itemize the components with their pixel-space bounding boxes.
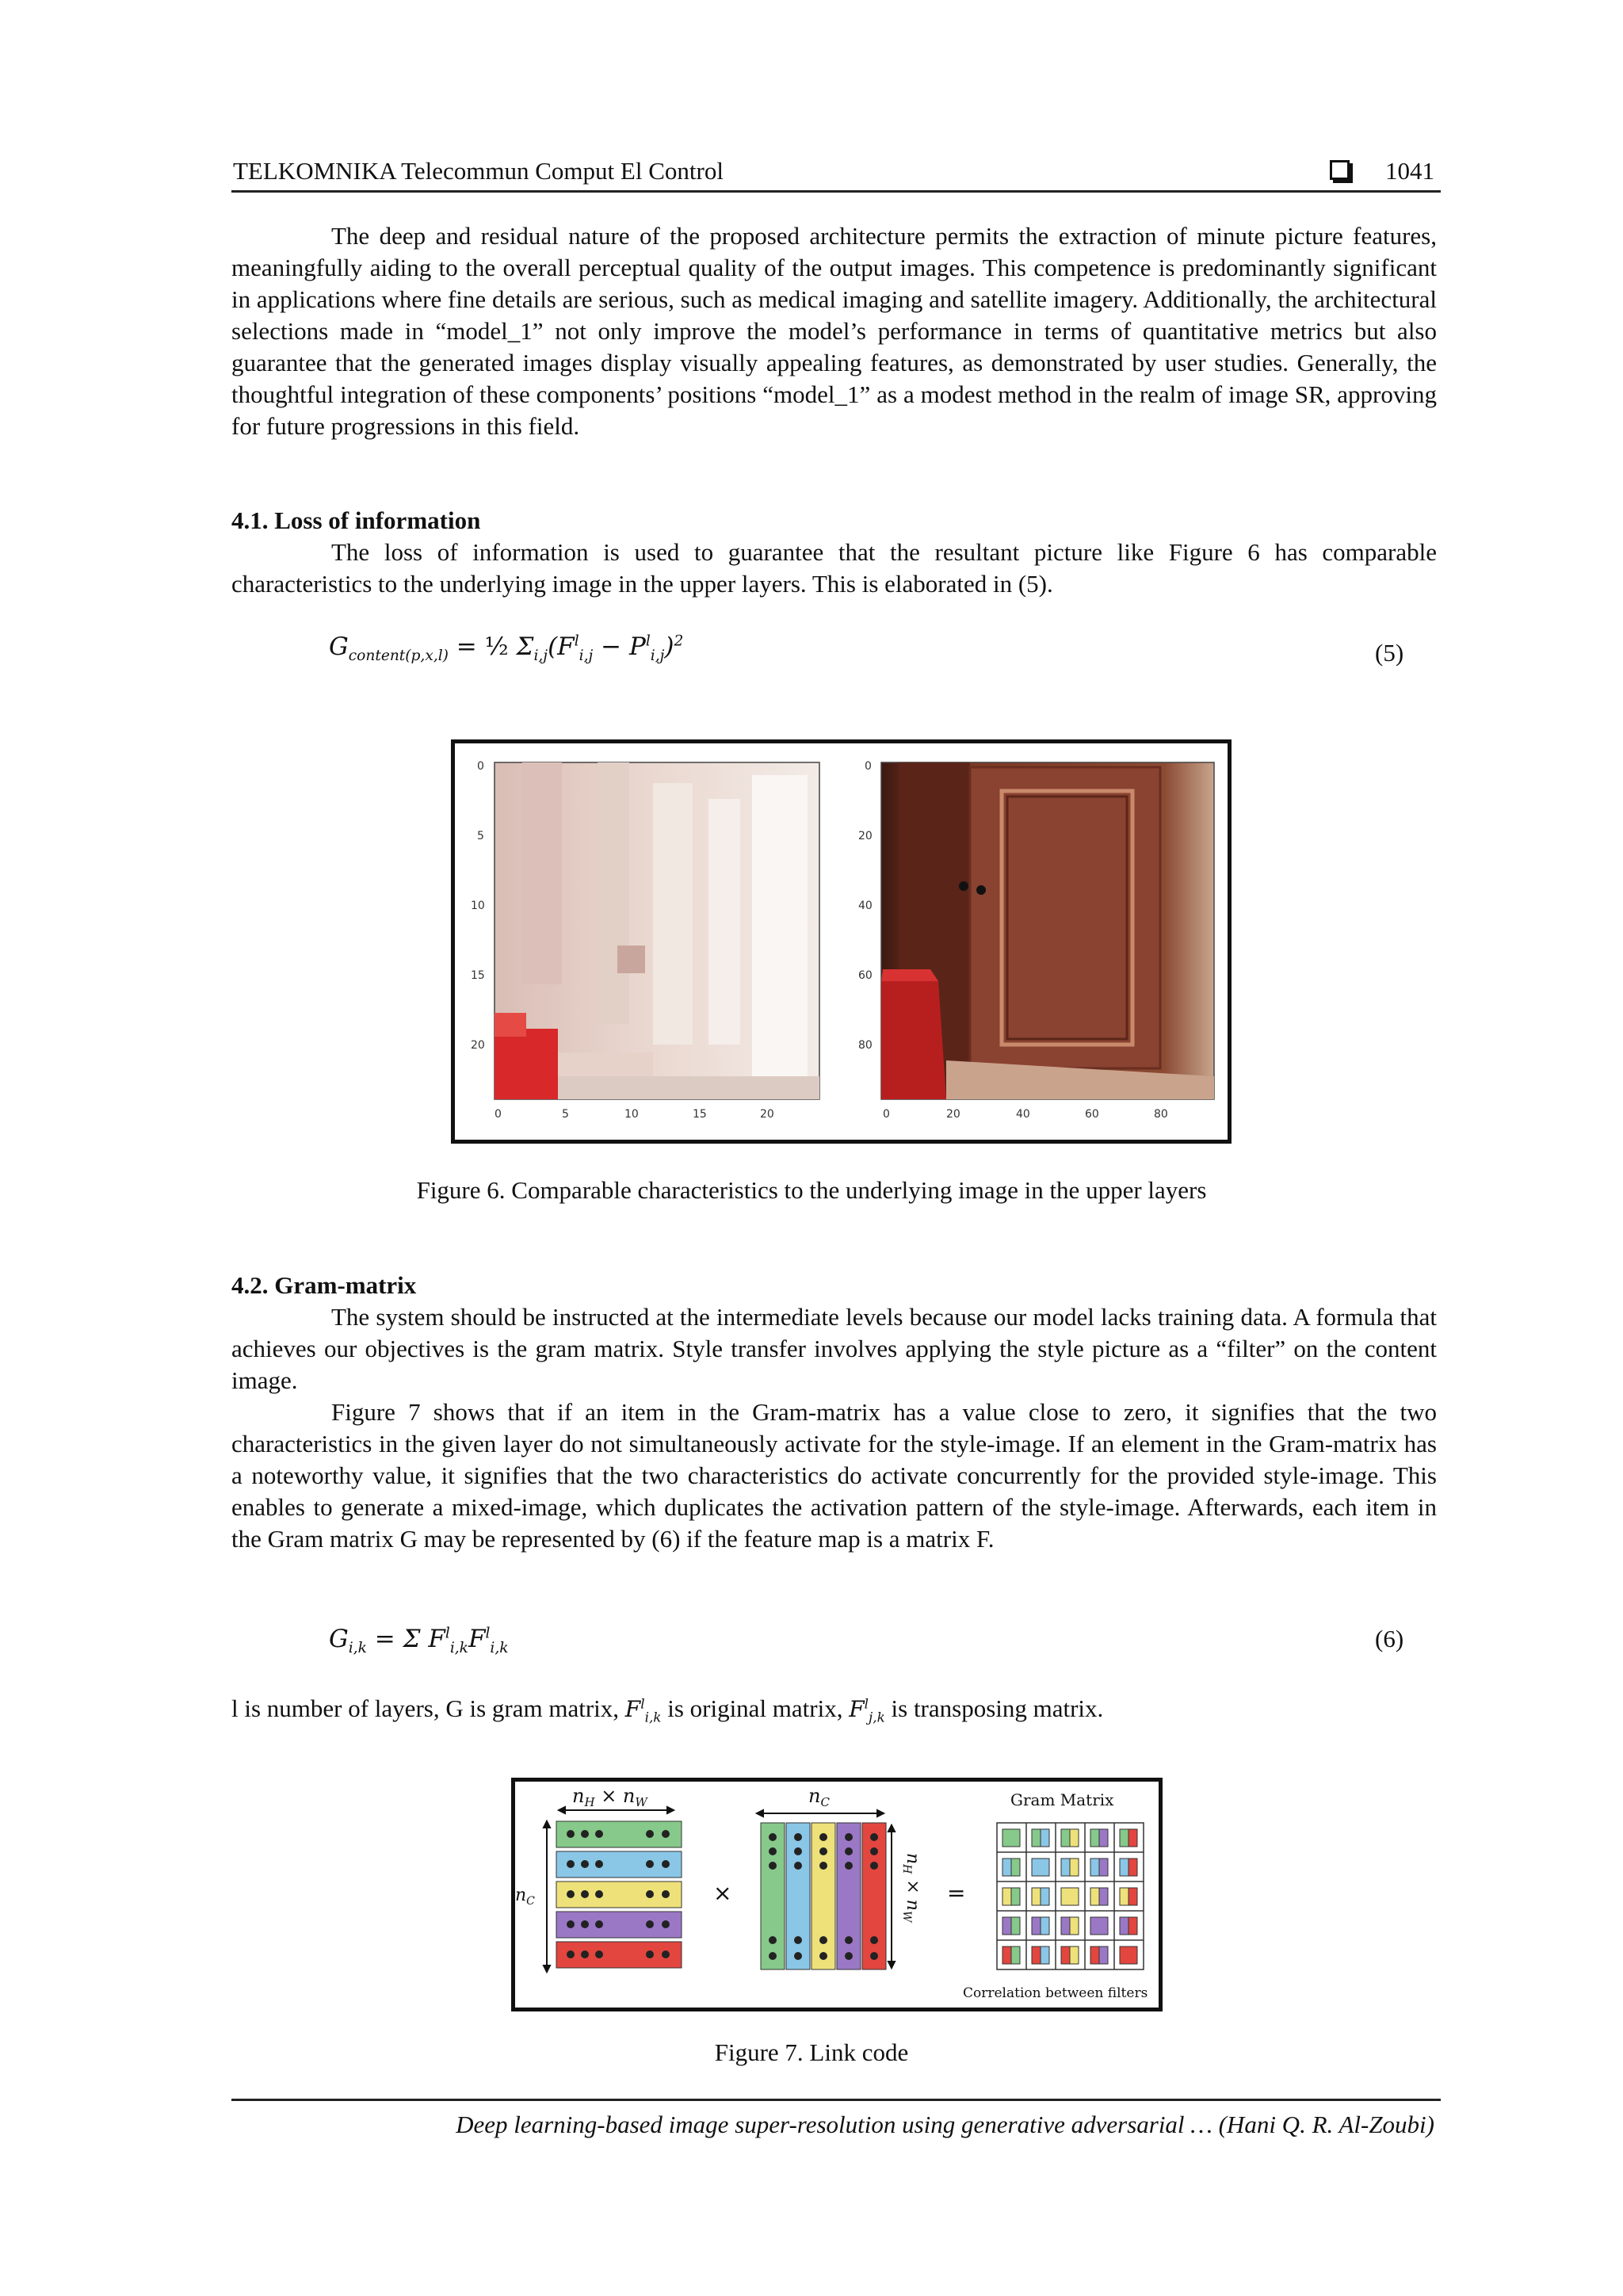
section-4-2-title: 4.2. Gram-matrix bbox=[231, 1271, 417, 1299]
journal-name: TELKOMNIKA Telecommun Comput El Control bbox=[233, 157, 724, 185]
equation-5-number: (5) bbox=[1375, 639, 1404, 667]
nc-label: $n_C$ bbox=[515, 1885, 535, 1908]
feature-matrix bbox=[556, 1821, 682, 1968]
right-ytick: 0 bbox=[865, 760, 872, 773]
left-xtick: 15 bbox=[693, 1108, 707, 1121]
running-header bbox=[231, 155, 1441, 193]
right-ytick: 80 bbox=[858, 1039, 873, 1052]
left-xtick: 10 bbox=[624, 1108, 639, 1121]
equation-legend: l is number of layers, G is gram matrix, $F^l_{i,k}$ is original matrix, $F^l_{j,k}$ is transposing matrix. bbox=[231, 1694, 1104, 1725]
low-resolution-image bbox=[495, 762, 819, 1099]
left-ytick: 15 bbox=[471, 969, 485, 982]
equation-5: $G_{content(p,x,l)}$ = ½ $\Sigma_{i,j}(F^l_{i,j} - P^l_{i,j})^2$ bbox=[329, 632, 684, 665]
equation-6-number: (6) bbox=[1375, 1625, 1404, 1652]
right-xtick: 80 bbox=[1154, 1108, 1168, 1121]
left-ytick: 20 bbox=[471, 1039, 485, 1052]
left-ytick: 10 bbox=[471, 900, 485, 912]
figure-7-caption: Figure 7. Link code bbox=[714, 2038, 909, 2066]
nc-top-label: $n_C$ bbox=[808, 1785, 830, 1809]
checkbox-square-icon bbox=[1330, 160, 1350, 180]
intro-paragraph: The deep and residual nature of the proposed architecture permits the extraction of minute picture features, meaningfully aiding to the overall perceptual quality of the output images. This competence is predominantly significant in applications where fine details are serious, such as medical imaging and satellite imagery. Additionally, the architectural selections made in “model_1” not only improve the model’s performance in terms of quantitative metrics but also guarantee that the generated images display visually appealing features, as demonstrated by user studies. Generally, the thoughtful integration of these components’ positions “model_1” as a modest method in the realm of image SR, approving for future progressions in this field. bbox=[231, 222, 1437, 440]
figure-6-image bbox=[455, 743, 1228, 1140]
section-4-2-body bbox=[231, 1301, 1437, 1555]
page-number: 1041 bbox=[1385, 157, 1434, 185]
gram-matrix-diagram bbox=[515, 1782, 1159, 2008]
high-resolution-image bbox=[881, 762, 1214, 1099]
right-xtick: 60 bbox=[1085, 1108, 1099, 1121]
right-ytick: 20 bbox=[858, 830, 873, 842]
footer-text: Deep learning-based image super-resolution using generative adversarial … (Hani Q. R. Al-Zoubi) bbox=[456, 2111, 1434, 2138]
left-xtick: 0 bbox=[495, 1108, 502, 1121]
section-4-1-body: The loss of information is used to guarantee that the resultant picture like Figure 6 has comparable characteristics to the underlying image in the upper layers. This is elaborated in (5). bbox=[231, 538, 1437, 598]
section-4-2-paragraph-2: Figure 7 shows that if an item in the Gram-matrix has a value close to zero, it signifies that the two characteristics in the given layer do not simultaneously activate for the style-image. If an element in the Gram-matrix has a noteworthy value, it signifies that the two characteristics do activate concurrently for the provided style-image. This enables to generate a mixed-image, which duplicates the activation pattern of the style-image. Afterwards, each item in the Gram matrix G may be represented by (6) if the feature map is a matrix F. bbox=[231, 1398, 1437, 1553]
gram-matrix-subtitle: Correlation between filters bbox=[963, 1985, 1148, 2001]
figure-6 bbox=[451, 739, 1232, 1144]
gram-matrix-title: Gram Matrix bbox=[1010, 1790, 1114, 1809]
figure-7 bbox=[511, 1778, 1163, 2011]
section-4-2-paragraph-1: The system should be instructed at the intermediate levels because our model lacks training data. A formula that achieves our objectives is the gram matrix. Style transfer involves applying the style picture as a “filter” on the content image. bbox=[231, 1303, 1437, 1394]
equation-6: $G_{i,k} = \Sigma$ $F^l_{i,k}F^l_{i,k}$ bbox=[329, 1625, 509, 1657]
times-symbol: × bbox=[713, 1880, 732, 1906]
running-footer bbox=[231, 2099, 1441, 2138]
figure-6-caption: Figure 6. Comparable characteristics to the underlying image in the upper layers bbox=[416, 1176, 1207, 1204]
left-xtick: 20 bbox=[760, 1108, 774, 1121]
equals-symbol: = bbox=[947, 1880, 966, 1906]
nh-times-nw-rotated-label: $n_H \times n_W$ bbox=[900, 1853, 922, 1923]
right-ytick: 60 bbox=[858, 969, 873, 982]
right-xtick: 20 bbox=[946, 1108, 960, 1121]
left-ytick: 5 bbox=[477, 830, 484, 842]
right-ytick: 40 bbox=[858, 900, 873, 912]
section-4-1-title: 4.1. Loss of information bbox=[231, 506, 481, 534]
left-ytick: 0 bbox=[477, 760, 484, 773]
nh-times-nw-label: $n_H \times n_W$ bbox=[572, 1785, 647, 1809]
left-xtick: 5 bbox=[562, 1108, 569, 1121]
right-xtick: 0 bbox=[883, 1108, 890, 1121]
right-xtick: 40 bbox=[1016, 1108, 1030, 1121]
transposed-matrix bbox=[761, 1823, 886, 1969]
